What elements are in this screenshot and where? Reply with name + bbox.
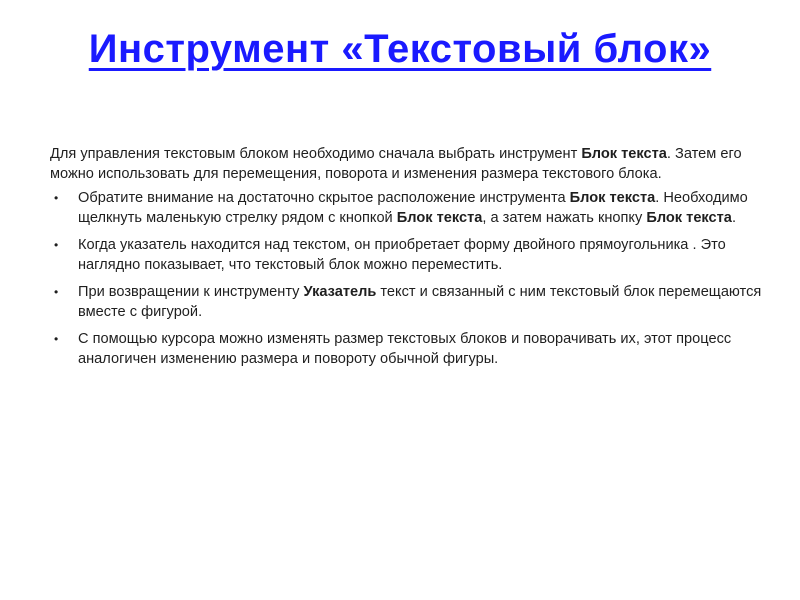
bullet-text: С помощью курсора можно изменять размер текстовых блоков и поворачивать их, этот процесс аналогичен изменению размера и повороту обычной фигуры. [78,331,732,367]
bullet-bold: Указатель [303,284,377,300]
bullet-text: При возвращении к инструменту [78,284,304,300]
list-item [50,235,762,275]
bullet-bold: Блок текста [569,190,656,206]
list-item [50,188,762,228]
bullet-text: Обратите внимание на достаточно скрытое расположение инструмента [78,190,570,206]
bullet-text: . Необходимо щелкнуть маленькую стрелку рядом с кнопкой [78,190,748,226]
bullet-text: . [731,210,736,226]
bullet-bold: Блок текста [396,210,483,226]
slide-body [50,144,762,376]
slide-title [40,22,760,76]
list-item [50,282,762,322]
bullet-text: текст и связанный с ним текстовый блок перемещаются вместе с фигурой. [78,284,762,320]
bullet-dot-icon: • [54,238,59,252]
intro-text-2: . Затем его можно использовать для перемещения, поворота и изменения размера текстового блока. [50,146,742,182]
slide-title-link[interactable]: Инструмент «Текстовый блок» [88,27,712,71]
intro-paragraph [50,144,762,184]
list-item [50,329,762,369]
bullet-dot-icon: • [54,332,59,346]
bullet-text: , а затем нажать кнопку [482,210,647,226]
bullet-text: Когда указатель находится над текстом, он приобретает форму двойного прямоугольника . Это наглядно показывает, что текстовый блок можно переместить. [78,237,726,273]
intro-text-1: Для управления текстовым блоком необходимо сначала выбрать инструмент [50,146,582,162]
bullet-dot-icon: • [54,191,59,205]
intro-bold-tool-name: Блок текста [581,146,667,162]
bullet-dot-icon: • [54,285,59,299]
bullet-list [50,188,762,369]
bullet-bold: Блок текста [646,210,732,226]
